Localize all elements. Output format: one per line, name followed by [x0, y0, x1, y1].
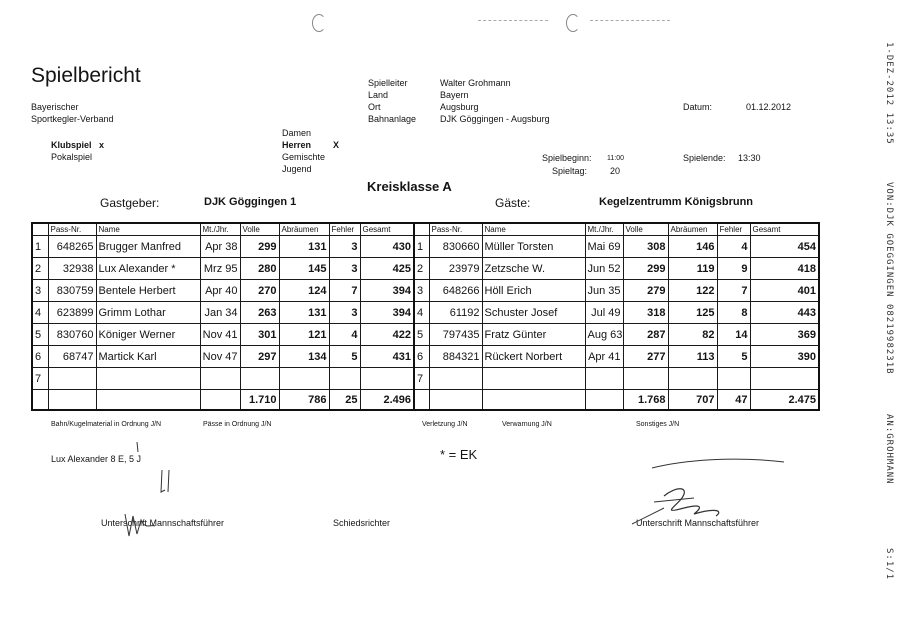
- table-header-row: [32, 223, 819, 236]
- league-title: Kreisklasse A: [367, 179, 452, 194]
- row-number: 1: [32, 236, 48, 258]
- document-title: Spielbericht: [31, 64, 141, 87]
- header-name: Name: [482, 223, 585, 236]
- volle: 270: [240, 280, 279, 302]
- abraeumen: 119: [668, 258, 717, 280]
- org-line-1: Bayerischer: [31, 102, 79, 112]
- birth-month-year: [585, 368, 623, 390]
- gaeste-label: Gäste:: [495, 196, 531, 210]
- gesamt: 418: [750, 258, 819, 280]
- fehler: 7: [329, 280, 360, 302]
- row-number: 2: [414, 258, 429, 280]
- player-name: Zetzsche W.: [482, 258, 585, 280]
- tear-line-left: [478, 20, 548, 21]
- pokalspiel-label: Pokalspiel: [51, 152, 93, 162]
- birth-month-year: Jun 35: [585, 280, 623, 302]
- klubspiel-label: Klubspiel: [51, 140, 92, 150]
- totals-blank: [585, 390, 623, 411]
- birth-month-year: Jun 52: [585, 258, 623, 280]
- total-abraeumen-guest: 707: [668, 390, 717, 411]
- abraeumen: 125: [668, 302, 717, 324]
- abraeumen: 124: [279, 280, 329, 302]
- table-row: [32, 236, 819, 258]
- player-name: [482, 368, 585, 390]
- org-line-2: Sportkegler-Verband: [31, 114, 114, 124]
- header-cell-no: [32, 223, 48, 236]
- category-gemischte: Gemischte: [282, 152, 326, 162]
- signature-right-scribble: [624, 452, 794, 532]
- ek-note: * = EK: [440, 447, 478, 462]
- totals-blank: [32, 390, 48, 411]
- header-mt-jhr: Mt./Jhr.: [585, 223, 623, 236]
- spielbeginn-value: 11:00: [607, 155, 624, 162]
- pass-nr: 830660: [429, 236, 482, 258]
- volle: 280: [240, 258, 279, 280]
- totals-blank: [429, 390, 482, 411]
- totals-blank: [200, 390, 240, 411]
- volle: 299: [240, 236, 279, 258]
- abraeumen: 121: [279, 324, 329, 346]
- header-cell-no: [414, 223, 429, 236]
- gesamt: 401: [750, 280, 819, 302]
- footer-paesse: Pässe in Ordnung J/N: [203, 421, 272, 428]
- footer-verletzung: Verletzung J/N: [422, 421, 468, 428]
- fehler: 8: [717, 302, 750, 324]
- header-volle: Volle: [623, 223, 668, 236]
- pass-nr: 797435: [429, 324, 482, 346]
- gaeste-team: Kegelzentrumm Königsbrunn: [599, 196, 754, 208]
- volle: 301: [240, 324, 279, 346]
- player-name: Königer Werner: [96, 324, 200, 346]
- fax-page: S:1/1: [884, 548, 894, 581]
- gesamt: 430: [360, 236, 414, 258]
- fehler: 7: [717, 280, 750, 302]
- meta-value-land: Bayern: [440, 90, 469, 100]
- volle: 263: [240, 302, 279, 324]
- row-number: 2: [32, 258, 48, 280]
- meta-label-spielleiter: Spielleiter: [368, 78, 408, 88]
- row-number: 7: [32, 368, 48, 390]
- abraeumen: 122: [668, 280, 717, 302]
- pass-nr: 884321: [429, 346, 482, 368]
- meta-value-bahnanlage: DJK Göggingen - Augsburg: [440, 114, 550, 124]
- totals-row: [32, 390, 819, 411]
- signature-left-scribble: [95, 440, 215, 550]
- header-name: Name: [96, 223, 200, 236]
- player-name: Höll Erich: [482, 280, 585, 302]
- gesamt: 431: [360, 346, 414, 368]
- pass-nr: 648266: [429, 280, 482, 302]
- gesamt: 443: [750, 302, 819, 324]
- fehler: 3: [329, 236, 360, 258]
- birth-month-year: Jan 34: [200, 302, 240, 324]
- birth-month-year: [200, 368, 240, 390]
- total-volle-guest: 1.768: [623, 390, 668, 411]
- volle: 308: [623, 236, 668, 258]
- fehler: 9: [717, 258, 750, 280]
- abraeumen: 131: [279, 302, 329, 324]
- spielbeginn-label: Spielbeginn:: [542, 153, 592, 163]
- pass-nr: 830760: [48, 324, 96, 346]
- row-number: 5: [32, 324, 48, 346]
- meta-value-spielleiter: Walter Grohmann: [440, 78, 511, 88]
- birth-month-year: Nov 47: [200, 346, 240, 368]
- row-number: 3: [32, 280, 48, 302]
- row-number: 5: [414, 324, 429, 346]
- category-jugend: Jugend: [282, 164, 312, 174]
- spielende-label: Spielende:: [683, 153, 726, 163]
- spielende-value: 13:30: [738, 153, 761, 163]
- footer-bahn: Bahn/Kugelmaterial in Ordnung J/N: [51, 421, 162, 428]
- abraeumen: 131: [279, 236, 329, 258]
- pass-nr: 623899: [48, 302, 96, 324]
- abraeumen: 145: [279, 258, 329, 280]
- referee-label: Schiedsrichter: [333, 518, 391, 528]
- klubspiel-mark: x: [99, 140, 105, 150]
- table-row: [32, 346, 819, 368]
- volle: [623, 368, 668, 390]
- birth-month-year: Mai 69: [585, 236, 623, 258]
- gastgeber-label: Gastgeber:: [100, 196, 160, 210]
- birth-month-year: Apr 41: [585, 346, 623, 368]
- meta-label-ort: Ort: [368, 102, 381, 112]
- birth-month-year: Mrz 95: [200, 258, 240, 280]
- fehler: 4: [717, 236, 750, 258]
- category-damen: Damen: [282, 128, 312, 138]
- birth-month-year: Apr 38: [200, 236, 240, 258]
- fehler: 5: [717, 346, 750, 368]
- pass-nr: [429, 368, 482, 390]
- header-gesamt: Gesamt: [360, 223, 414, 236]
- player-name: Fratz Günter: [482, 324, 585, 346]
- datum-value: 01.12.2012: [746, 102, 792, 112]
- table-row: [32, 302, 819, 324]
- totals-blank: [482, 390, 585, 411]
- table-row: [32, 368, 819, 390]
- player-name: Bentele Herbert: [96, 280, 200, 302]
- footer-sonstiges: Sonstiges J/N: [636, 421, 680, 428]
- player-name: Brugger Manfred: [96, 236, 200, 258]
- player-note: Lux Alexander 8 E, 5 J: [51, 454, 142, 464]
- abraeumen: 134: [279, 346, 329, 368]
- volle: 287: [623, 324, 668, 346]
- abraeumen: 113: [668, 346, 717, 368]
- table-row: [32, 324, 819, 346]
- gesamt: 369: [750, 324, 819, 346]
- player-name: [96, 368, 200, 390]
- total-volle-home: 1.710: [240, 390, 279, 411]
- pass-nr: 61192: [429, 302, 482, 324]
- birth-month-year: Nov 41: [200, 324, 240, 346]
- header-pass-nr: Pass-Nr.: [429, 223, 482, 236]
- meta-label-bahnanlage: Bahnanlage: [368, 114, 417, 124]
- gesamt: 454: [750, 236, 819, 258]
- abraeumen: 82: [668, 324, 717, 346]
- signature-left-label: Unterschrift Mannschaftsführer: [101, 518, 225, 528]
- birth-month-year: Aug 63: [585, 324, 623, 346]
- birth-month-year: Jul 49: [585, 302, 623, 324]
- row-number: 7: [414, 368, 429, 390]
- spieltag-label: Spieltag:: [552, 166, 588, 176]
- totals-blank: [96, 390, 200, 411]
- category-herren: Herren: [282, 140, 312, 150]
- header-gesamt: Gesamt: [750, 223, 819, 236]
- fax-from: VON:DJK GOEGGINGEN 0821998231B: [884, 182, 894, 375]
- pass-nr: 32938: [48, 258, 96, 280]
- gesamt: [360, 368, 414, 390]
- total-fehler-home: 25: [329, 390, 360, 411]
- birth-month-year: Apr 40: [200, 280, 240, 302]
- header-fehler: Fehler: [717, 223, 750, 236]
- gesamt: 425: [360, 258, 414, 280]
- player-name: Martick Karl: [96, 346, 200, 368]
- totals-blank: [48, 390, 96, 411]
- player-name: Rückert Norbert: [482, 346, 585, 368]
- fehler: [717, 368, 750, 390]
- player-name: Schuster Josef: [482, 302, 585, 324]
- fehler: 14: [717, 324, 750, 346]
- volle: 277: [623, 346, 668, 368]
- gesamt: [750, 368, 819, 390]
- gesamt: 394: [360, 302, 414, 324]
- table-row: [32, 258, 819, 280]
- meta-label-land: Land: [368, 90, 389, 100]
- volle: 279: [623, 280, 668, 302]
- fehler: 3: [329, 302, 360, 324]
- punch-hole-right: [566, 14, 580, 32]
- fehler: 4: [329, 324, 360, 346]
- volle: 318: [623, 302, 668, 324]
- punch-hole-left: [312, 14, 326, 32]
- header-fehler: Fehler: [329, 223, 360, 236]
- totals-blank: [414, 390, 429, 411]
- header-abraeumen: Abräumen: [279, 223, 329, 236]
- pass-nr: 23979: [429, 258, 482, 280]
- pass-nr: [48, 368, 96, 390]
- total-abraeumen-home: 786: [279, 390, 329, 411]
- row-number: 4: [414, 302, 429, 324]
- abraeumen: 146: [668, 236, 717, 258]
- volle: 299: [623, 258, 668, 280]
- abraeumen: [668, 368, 717, 390]
- player-name: Lux Alexander *: [96, 258, 200, 280]
- signature-right-label: Unterschrift Mannschaftsführer: [636, 518, 760, 528]
- player-name: Grimm Lothar: [96, 302, 200, 324]
- herren-mark: X: [333, 140, 340, 150]
- volle: 297: [240, 346, 279, 368]
- meta-value-ort: Augsburg: [440, 102, 479, 112]
- row-number: 6: [32, 346, 48, 368]
- pass-nr: 68747: [48, 346, 96, 368]
- header-pass-nr: Pass-Nr.: [48, 223, 96, 236]
- total-fehler-guest: 47: [717, 390, 750, 411]
- gastgeber-team: DJK Göggingen 1: [204, 196, 297, 208]
- fax-date: 1-DEZ-2012 13:35: [884, 42, 894, 145]
- gesamt: 390: [750, 346, 819, 368]
- gesamt: 422: [360, 324, 414, 346]
- pass-nr: 648265: [48, 236, 96, 258]
- header-abraeumen: Abräumen: [668, 223, 717, 236]
- total-gesamt-home: 2.496: [360, 390, 414, 411]
- pass-nr: 830759: [48, 280, 96, 302]
- fehler: 5: [329, 346, 360, 368]
- abraeumen: [279, 368, 329, 390]
- volle: [240, 368, 279, 390]
- header-volle: Volle: [240, 223, 279, 236]
- gesamt: 394: [360, 280, 414, 302]
- table-row: [32, 280, 819, 302]
- score-table: [31, 222, 820, 411]
- datum-label: Datum:: [683, 102, 713, 112]
- row-number: 3: [414, 280, 429, 302]
- tear-line-right: [590, 20, 670, 21]
- header-mt-jhr: Mt./Jhr.: [200, 223, 240, 236]
- row-number: 1: [414, 236, 429, 258]
- fehler: [329, 368, 360, 390]
- row-number: 4: [32, 302, 48, 324]
- player-name: Müller Torsten: [482, 236, 585, 258]
- spieltag-value: 20: [610, 166, 621, 176]
- row-number: 6: [414, 346, 429, 368]
- fehler: 3: [329, 258, 360, 280]
- total-gesamt-guest: 2.475: [750, 390, 819, 411]
- footer-verwarnung: Verwarnung J/N: [502, 421, 552, 428]
- fax-to: AN:GROHMANN: [884, 414, 894, 485]
